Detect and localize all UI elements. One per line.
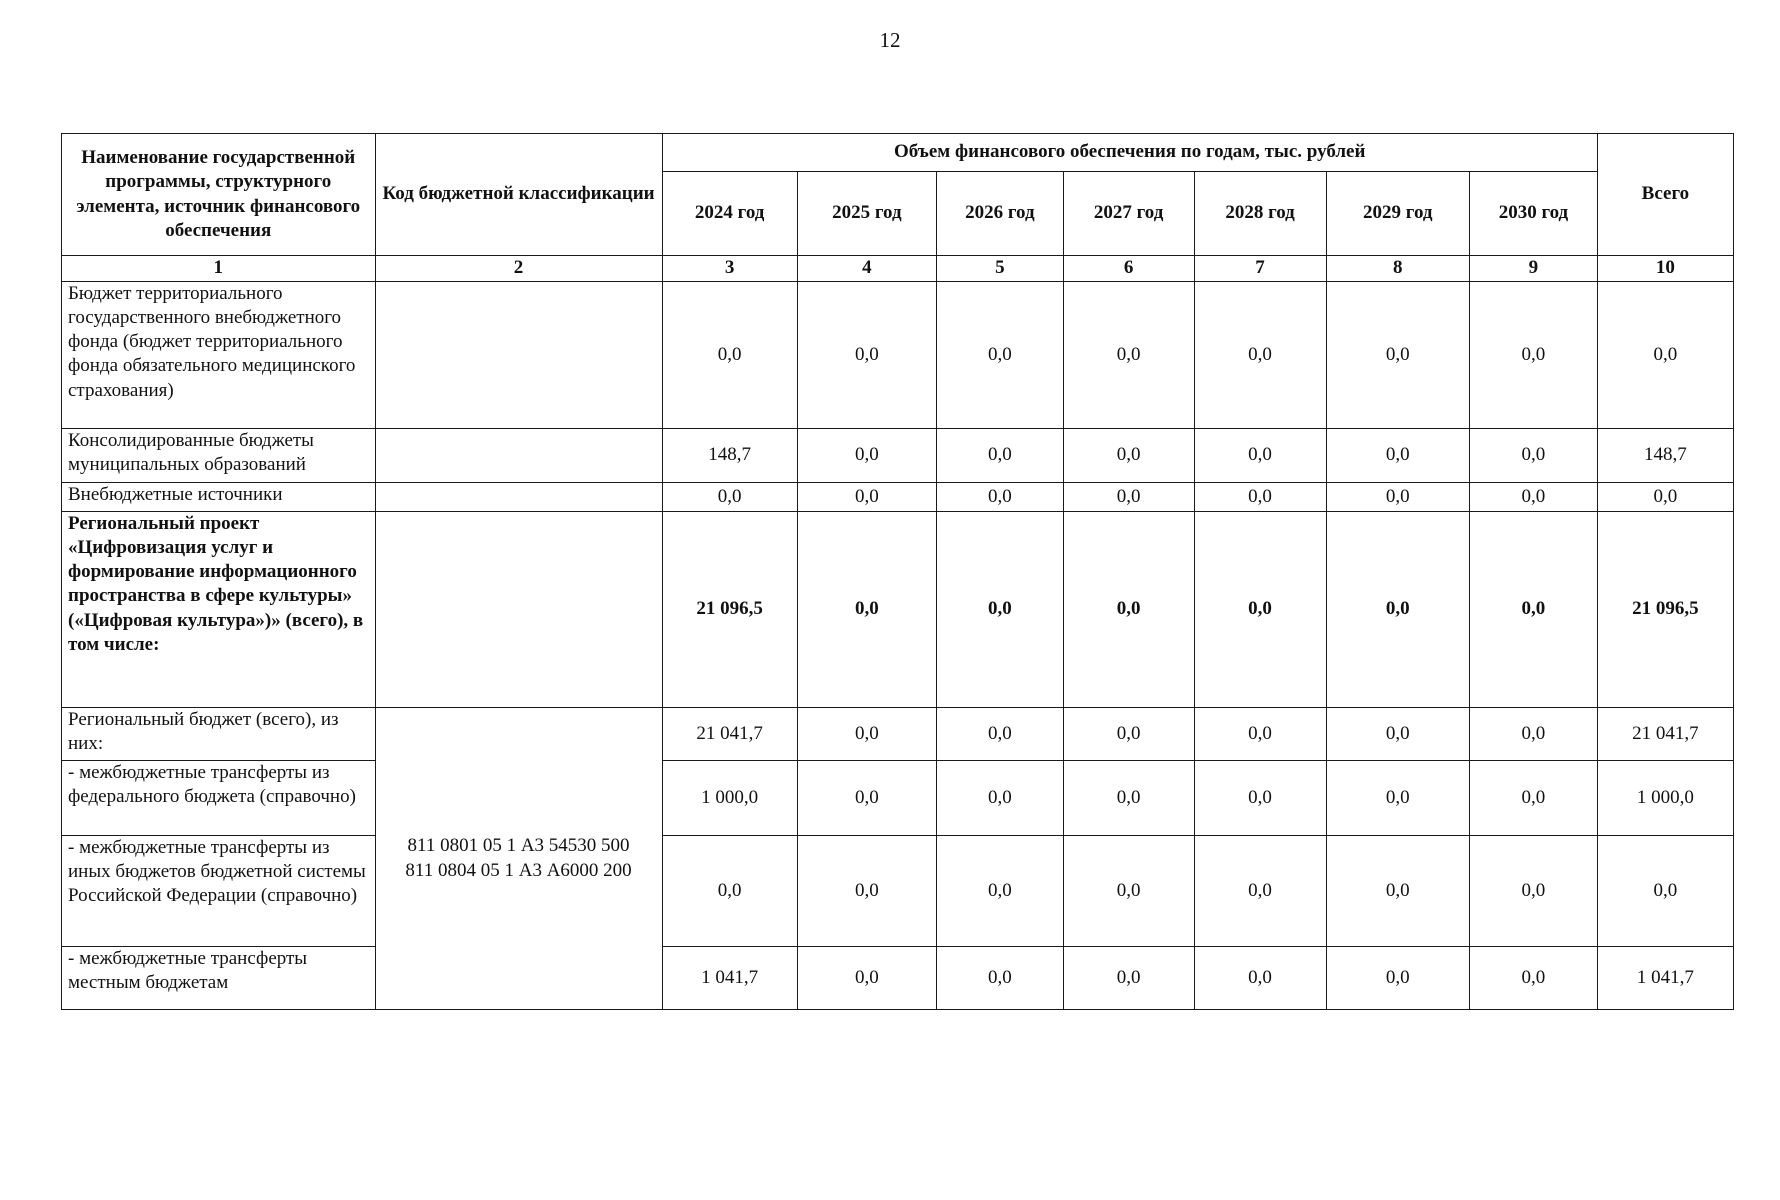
value-cell-2025: 0,0 xyxy=(797,947,936,1010)
header-year-2027: 2027 год xyxy=(1063,172,1194,256)
column-number: 8 xyxy=(1326,256,1470,282)
value-cell-2027: 0,0 xyxy=(1063,512,1194,708)
value-cell-2027: 0,0 xyxy=(1063,836,1194,947)
value-cell-2024: 0,0 xyxy=(662,836,797,947)
value-cell-2030: 0,0 xyxy=(1470,836,1598,947)
value-cell-2028: 0,0 xyxy=(1194,282,1326,429)
value-cell-2026: 0,0 xyxy=(937,947,1064,1010)
value-cell-2026: 0,0 xyxy=(937,836,1064,947)
value-cell-2024: 0,0 xyxy=(662,282,797,429)
column-number: 6 xyxy=(1063,256,1194,282)
value-cell-2029: 0,0 xyxy=(1326,761,1470,836)
value-cell-2030: 0,0 xyxy=(1470,512,1598,708)
value-cell-2030: 0,0 xyxy=(1470,282,1598,429)
value-cell-2024: 0,0 xyxy=(662,483,797,512)
value-cell-2028: 0,0 xyxy=(1194,836,1326,947)
value-cell-2027: 0,0 xyxy=(1063,708,1194,761)
row-code-cell xyxy=(375,282,662,429)
value-cell-2024: 21 096,5 xyxy=(662,512,797,708)
table-row xyxy=(62,947,1734,1010)
value-cell-2029: 0,0 xyxy=(1326,947,1470,1010)
table-row xyxy=(62,282,1734,429)
column-number: 7 xyxy=(1194,256,1326,282)
total-cell: 21 096,5 xyxy=(1597,512,1733,708)
value-cell-2029: 0,0 xyxy=(1326,429,1470,483)
value-cell-2026: 0,0 xyxy=(937,282,1064,429)
column-number: 4 xyxy=(797,256,936,282)
table-row xyxy=(62,761,1734,836)
value-cell-2029: 0,0 xyxy=(1326,708,1470,761)
row-name-cell: Бюджет территориального государственного внебюджетного фонда (бюджет территориального фонда обязательного медицинского страхования) xyxy=(62,282,376,429)
value-cell-2026: 0,0 xyxy=(937,761,1064,836)
value-cell-2025: 0,0 xyxy=(797,282,936,429)
value-cell-2029: 0,0 xyxy=(1326,512,1470,708)
value-cell-2029: 0,0 xyxy=(1326,483,1470,512)
value-cell-2028: 0,0 xyxy=(1194,483,1326,512)
row-name-cell: Консолидированные бюджеты муниципальных образований xyxy=(62,429,376,483)
total-cell: 0,0 xyxy=(1597,836,1733,947)
value-cell-2028: 0,0 xyxy=(1194,708,1326,761)
column-number-row xyxy=(62,256,1734,282)
financing-table xyxy=(61,133,1734,1010)
value-cell-2027: 0,0 xyxy=(1063,947,1194,1010)
header-code-cell: Код бюджетной классификации xyxy=(375,134,662,256)
value-cell-2026: 0,0 xyxy=(937,429,1064,483)
shared-code-cell xyxy=(375,708,662,1010)
value-cell-2030: 0,0 xyxy=(1470,483,1598,512)
table-row xyxy=(62,708,1734,761)
header-row-top xyxy=(62,134,1734,172)
value-cell-2030: 0,0 xyxy=(1470,761,1598,836)
page-number: 12 xyxy=(879,28,901,52)
value-cell-2028: 0,0 xyxy=(1194,761,1326,836)
column-number: 3 xyxy=(662,256,797,282)
value-cell-2024: 21 041,7 xyxy=(662,708,797,761)
header-year-2030: 2030 год xyxy=(1470,172,1598,256)
header-total-cell: Всего xyxy=(1597,134,1733,256)
column-number: 1 xyxy=(62,256,376,282)
value-cell-2024: 1 000,0 xyxy=(662,761,797,836)
value-cell-2024: 1 041,7 xyxy=(662,947,797,1010)
row-code-cell xyxy=(375,429,662,483)
header-year-2028: 2028 год xyxy=(1194,172,1326,256)
table-row xyxy=(62,429,1734,483)
total-cell: 0,0 xyxy=(1597,483,1733,512)
header-year-2026: 2026 год xyxy=(937,172,1064,256)
row-code-cell xyxy=(375,483,662,512)
budget-code-line: 811 0804 05 1 А3 А6000 200 xyxy=(405,859,632,881)
budget-code-line: 811 0801 05 1 А3 54530 500 xyxy=(407,835,630,857)
value-cell-2028: 0,0 xyxy=(1194,429,1326,483)
value-cell-2025: 0,0 xyxy=(797,429,936,483)
header-year-2025: 2025 год xyxy=(797,172,936,256)
total-cell: 148,7 xyxy=(1597,429,1733,483)
table-row xyxy=(62,836,1734,947)
row-name-cell: Внебюджетные источники xyxy=(62,483,376,512)
column-number: 5 xyxy=(937,256,1064,282)
value-cell-2027: 0,0 xyxy=(1063,429,1194,483)
value-cell-2024: 148,7 xyxy=(662,429,797,483)
value-cell-2028: 0,0 xyxy=(1194,947,1326,1010)
value-cell-2025: 0,0 xyxy=(797,512,936,708)
total-cell: 21 041,7 xyxy=(1597,708,1733,761)
value-cell-2026: 0,0 xyxy=(937,483,1064,512)
row-name-cell: - межбюджетные трансферты из федерального бюджета (справочно) xyxy=(62,761,376,836)
value-cell-2030: 0,0 xyxy=(1470,947,1598,1010)
value-cell-2025: 0,0 xyxy=(797,836,936,947)
value-cell-2025: 0,0 xyxy=(797,708,936,761)
value-cell-2027: 0,0 xyxy=(1063,282,1194,429)
header-year-2024: 2024 год xyxy=(662,172,797,256)
column-number: 2 xyxy=(375,256,662,282)
value-cell-2028: 0,0 xyxy=(1194,512,1326,708)
value-cell-2025: 0,0 xyxy=(797,761,936,836)
value-cell-2026: 0,0 xyxy=(937,512,1064,708)
value-cell-2027: 0,0 xyxy=(1063,761,1194,836)
value-cell-2027: 0,0 xyxy=(1063,483,1194,512)
header-volume-cell: Объем финансового обеспечения по годам, тыс. рублей xyxy=(662,134,1597,172)
row-name-cell: Региональный проект «Цифровизация услуг и формирование информационного пространства в сфере культуры» («Цифровая культура»)» (всего), в том числе: xyxy=(62,512,376,708)
header-name-cell: Наименование государственной программы, структурного элемента, источник финансового обеспечения xyxy=(62,134,376,256)
value-cell-2030: 0,0 xyxy=(1470,429,1598,483)
row-code-cell xyxy=(375,512,662,708)
row-name-cell: - межбюджетные трансферты из иных бюджетов бюджетной системы Российской Федерации (справочно) xyxy=(62,836,376,947)
value-cell-2029: 0,0 xyxy=(1326,282,1470,429)
value-cell-2029: 0,0 xyxy=(1326,836,1470,947)
row-name-cell: - межбюджетные трансферты местным бюджетам xyxy=(62,947,376,1010)
value-cell-2030: 0,0 xyxy=(1470,708,1598,761)
column-number: 10 xyxy=(1597,256,1733,282)
total-cell: 1 041,7 xyxy=(1597,947,1733,1010)
table-row-regional-project xyxy=(62,512,1734,708)
total-cell: 0,0 xyxy=(1597,282,1733,429)
value-cell-2026: 0,0 xyxy=(937,708,1064,761)
total-cell: 1 000,0 xyxy=(1597,761,1733,836)
header-year-2029: 2029 год xyxy=(1326,172,1470,256)
row-name-cell: Региональный бюджет (всего), из них: xyxy=(62,708,376,761)
table-row xyxy=(62,483,1734,512)
value-cell-2025: 0,0 xyxy=(797,483,936,512)
column-number: 9 xyxy=(1470,256,1598,282)
